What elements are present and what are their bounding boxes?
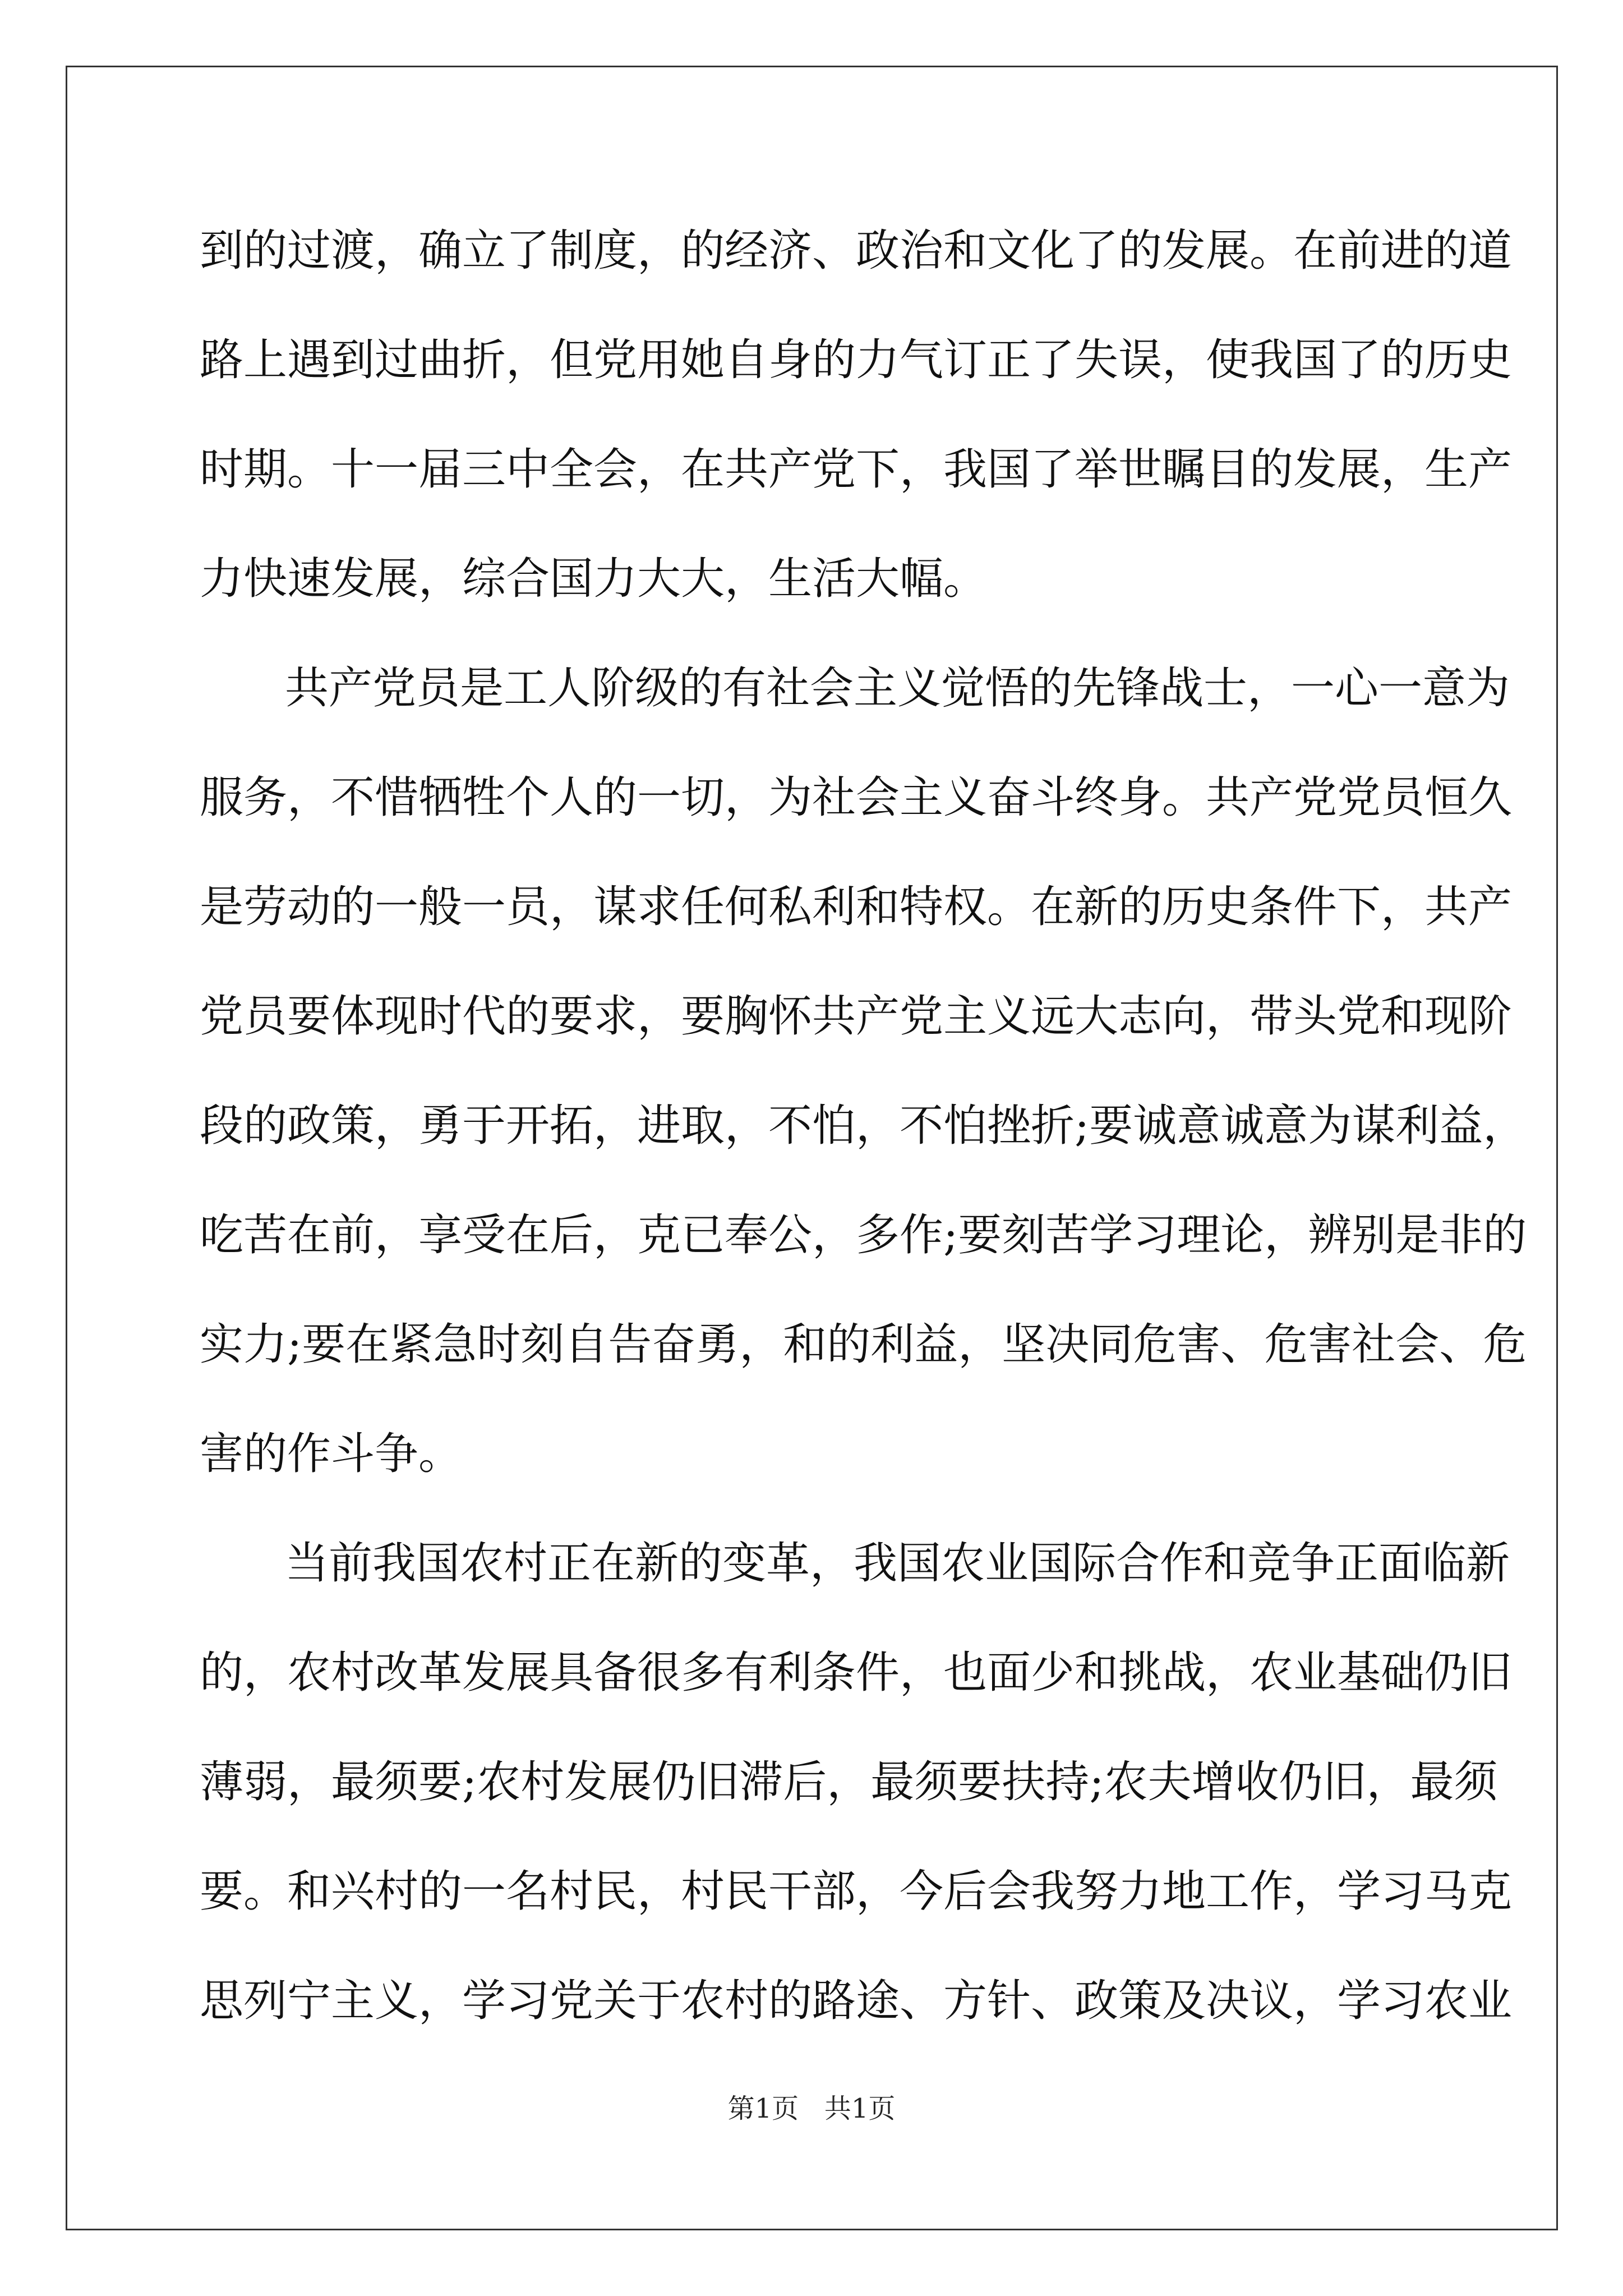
text-line: 共产党员是工人阶级的有社会主义觉悟的先锋战士，一心一意为 [285, 663, 1510, 714]
page-number-footer: 第1页 共1页 [727, 2093, 896, 2124]
document-body [200, 220, 1527, 2079]
text-line: 力快速发展，综合国力大大，生活大幅。 [200, 554, 988, 604]
text-line: 思列宁主义，学习党关于农村的路途、方针、政策及决议，学习农业 [200, 1976, 1513, 2026]
text-line: 的，农村改革发展具备很多有利条件，也面少和挑战，农业基础仍旧 [200, 1648, 1513, 1698]
text-line: 服务，不惜牺牲个人的一切，为社会主义奋斗终身。共产党党员恒久 [200, 772, 1513, 823]
text-line: 到的过渡，确立了制度，的经济、政治和文化了的发展。在前进的道 [200, 226, 1513, 276]
text-line: 实力;要在紧急时刻自告奋勇，和的利益，坚决同危害、危害社会、危 [200, 1319, 1527, 1370]
text-line: 党员要体现时代的要求，要胸怀共产党主义远大志向，带头党和现阶 [200, 991, 1513, 1042]
text-line: 害的作斗争。 [200, 1429, 463, 1479]
text-line: 要。和兴村的一名村民，村民干部，今后会我努力地工作，学习马克 [200, 1866, 1513, 1917]
text-line: 当前我国农村正在新的变革，我国农业国际合作和竞争正面临新 [285, 1538, 1510, 1589]
text-line: 路上遇到过曲折，但党用她自身的力气订正了失误，使我国了的历史 [200, 335, 1513, 385]
text-line: 薄弱，最须要;农村发展仍旧滞后，最须要扶持;农夫增收仍旧，最须 [200, 1757, 1498, 1807]
text-line: 时期。十一届三中全会，在共产党下，我国了举世瞩目的发展，生产 [200, 444, 1513, 495]
text-line: 是劳动的一般一员，谋求任何私利和特权。在新的历史条件下，共产 [200, 882, 1513, 932]
text-line: 段的政策，勇于开拓，进取，不怕，不怕挫折;要诚意诚意为谋利益， [200, 1101, 1527, 1151]
text-line: 吃苦在前，享受在后，克已奉公，多作;要刻苦学习理论，辨别是非的 [200, 1210, 1527, 1260]
